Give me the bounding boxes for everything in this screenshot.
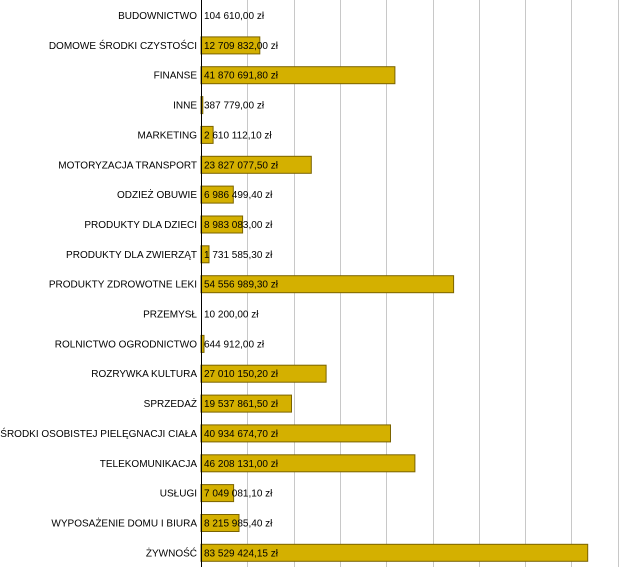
value-label: 8 983 083,00 zł — [204, 220, 273, 231]
category-label: DOMOWE ŚRODKI CZYSTOŚCI — [48, 40, 197, 52]
value-label: 1 731 585,30 zł — [204, 249, 273, 261]
category-label: TELEKOMUNIKACJA — [99, 458, 197, 470]
category-label: ROZRYWKA KULTURA — [91, 369, 197, 381]
value-label: 6 986 499,40 zł — [204, 190, 273, 202]
value-label: 83 529 424,15 zł — [204, 548, 278, 560]
bars — [201, 37, 588, 561]
value-label: 387 779,00 zł — [204, 100, 265, 112]
category-label: PRODUKTY DLA DZIECI — [84, 220, 197, 231]
category-label: WYPOSAŻENIE DOMU I BIURA — [51, 518, 197, 530]
value-label: 54 556 989,30 zł — [204, 279, 278, 291]
value-label: 8 215 985,40 zł — [204, 518, 273, 530]
category-label: USŁUGI — [159, 488, 197, 500]
category-label: ODZIEŻ OBUWIE — [117, 190, 197, 202]
value-label: 2 610 112,10 zł — [204, 130, 272, 142]
category-label: FINANSE — [153, 70, 197, 82]
value-label: 27 010 150,20 zł — [204, 369, 278, 381]
value-label: 104 610,00 zł — [204, 11, 265, 22]
category-label: SPRZEDAŻ — [143, 399, 197, 411]
category-label: ŚRODKI OSOBISTEJ PIELĘGNACJI CIAŁA — [0, 428, 197, 440]
category-label: ŻYWNOŚĆ — [145, 548, 197, 560]
value-label: 7 049 081,10 zł — [204, 488, 273, 500]
value-label: 19 537 861,50 zł — [204, 399, 278, 411]
value-label: 23 827 077,50 zł — [204, 160, 278, 172]
value-label: 46 208 131,00 zł — [204, 458, 278, 470]
category-label: MARKETING — [137, 130, 197, 142]
category-label: BUDOWNICTWO — [118, 11, 197, 22]
category-label: PRODUKTY ZDROWOTNE LEKI — [48, 279, 197, 291]
value-label: 41 870 691,80 zł — [204, 70, 278, 82]
category-labels — [0, 11, 197, 559]
value-labels — [204, 11, 279, 559]
category-label: PRODUKTY DLA ZWIERZĄT — [66, 249, 197, 261]
category-label: PRZEMYSŁ — [143, 309, 197, 321]
value-label: 12 709 832,00 zł — [204, 40, 278, 52]
category-label: INNE — [173, 100, 197, 112]
category-label: MOTORYZACJA TRANSPORT — [58, 160, 197, 172]
value-label: 40 934 674,70 zł — [204, 428, 278, 440]
category-label: ROLNICTWO OGRODNICTWO — [54, 339, 197, 351]
value-label: 644 912,00 zł — [204, 339, 265, 351]
value-label: 10 200,00 zł — [204, 309, 259, 321]
